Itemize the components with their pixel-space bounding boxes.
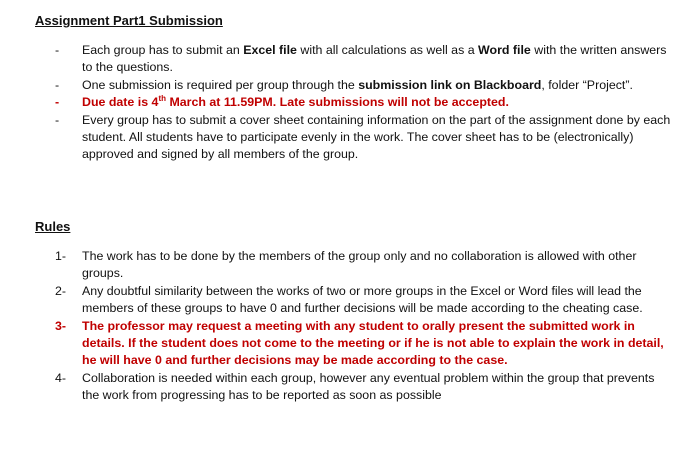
rule-text: The professor may request a meeting with any student to orally present the submitted work in details. If the student does not come to the meeting or if he is not able to explain the work in detail, he will have 0 and further decisions may be made according to the case. [82, 318, 664, 368]
item-bold: Excel file [243, 43, 297, 57]
rules-list [55, 248, 675, 405]
bullet-marker: - [55, 43, 60, 57]
item-text: Every group has to submit a cover sheet containing information on the part of the assignment done by each student. All students have to participate evenly in the work. The cover sheet has to be (electronically) approved and signed by all members of the group. [82, 112, 671, 162]
rule-number: 1- [55, 249, 67, 263]
rule-number: 3- [55, 318, 67, 333]
submission-item-excel-word [55, 42, 675, 77]
item-bold: Word file [478, 43, 531, 57]
submission-item-blackboard-link [55, 77, 675, 94]
item-text: , folder “Project”. [541, 77, 633, 92]
item-text: with the written answers to the questions. [82, 43, 667, 75]
rule-text: Any doubtful similarity between the works of two or more groups in the Excel or Word files will lead the members of these groups to have 0 and further decisions will be made according to the cheating case. [82, 283, 643, 316]
item-text: Due date is 4 [82, 95, 159, 110]
item-text: with all calculations as well as a [296, 43, 479, 57]
rule-item [55, 248, 675, 283]
rules-heading: Rules [35, 219, 71, 234]
submission-item-due-date [55, 94, 675, 111]
rule-item [55, 370, 675, 405]
rule-item [55, 283, 675, 318]
rule-text: Collaboration is needed within each group, however any eventual problem within the group that prevents the work from progressing has to be reported as soon as possible [82, 370, 655, 403]
submission-heading: Assignment Part1 Submission [35, 13, 223, 28]
ordinal-suffix: th [158, 94, 166, 104]
bullet-marker: - [55, 95, 60, 110]
item-text: One submission is required per group through the [82, 77, 359, 92]
item-text: Each group has to submit an [82, 43, 244, 57]
bullet-marker: - [55, 112, 60, 127]
rule-text: The work has to be done by the members of the group only and no collaboration is allowed with other groups. [82, 249, 637, 281]
rule-number: 4- [55, 370, 67, 385]
bullet-marker: - [55, 77, 60, 92]
rule-item-highlighted [55, 318, 675, 370]
submission-item-cover-sheet [55, 112, 675, 164]
submission-list [55, 42, 675, 164]
item-text: March at 11.59PM. Late submissions will not be accepted. [166, 95, 509, 110]
item-bold: submission link on Blackboard [358, 77, 542, 92]
rule-number: 2- [55, 283, 67, 298]
